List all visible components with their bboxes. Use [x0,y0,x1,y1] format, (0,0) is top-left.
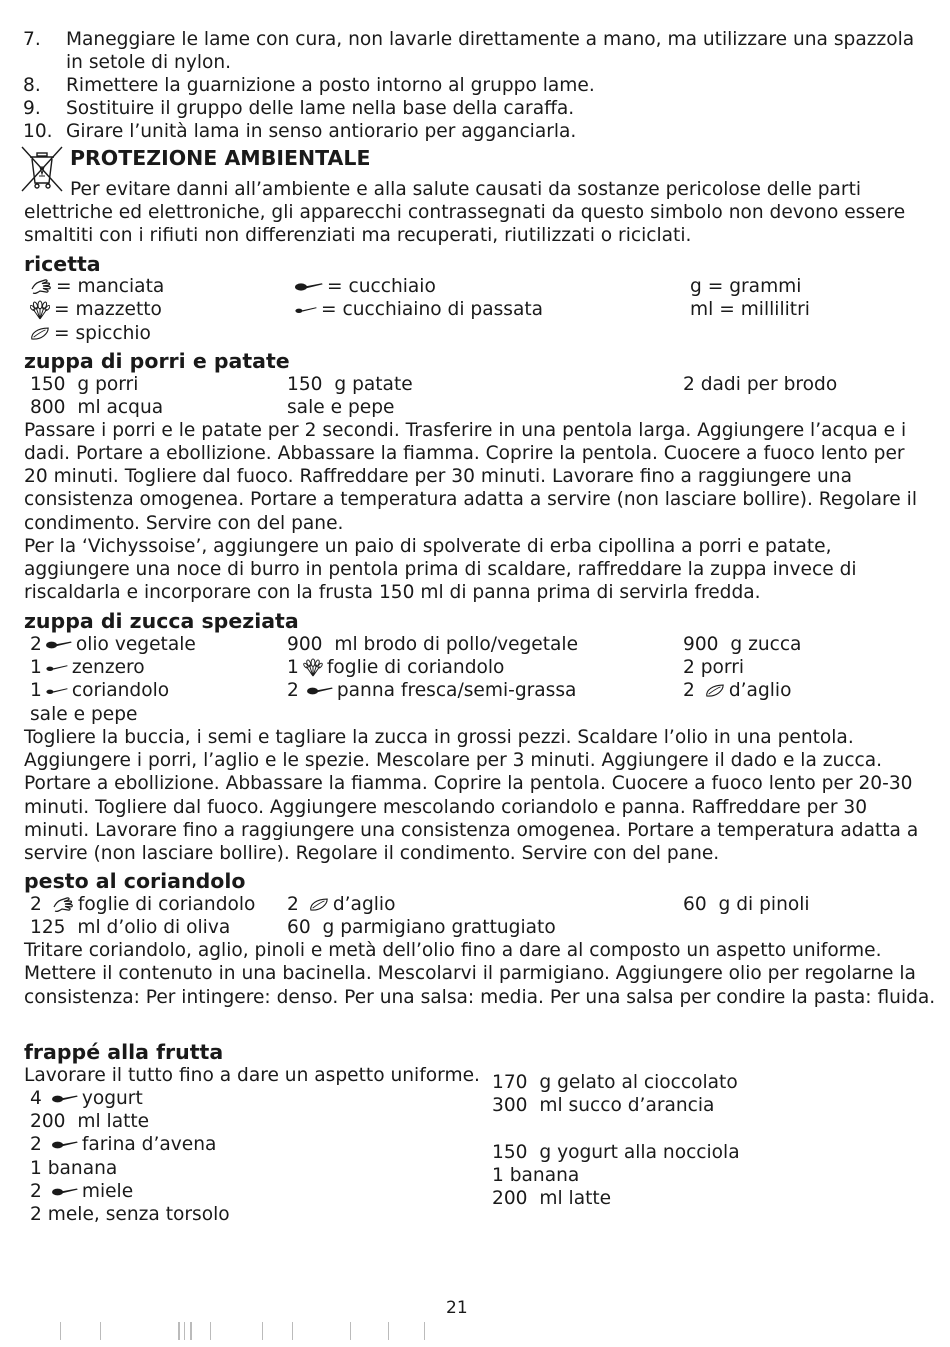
step-text: Maneggiare le lame con cura, non lavarle direttamente a mano, ma utilizzare una spazzola [66,29,915,50]
text-fragment: 200 [492,1188,528,1209]
text-fragment: 2 [683,680,695,701]
legend-spoon [295,275,436,298]
text-fragment: 1 [30,680,42,701]
step-number: 8. [23,75,41,96]
weee-bin-icon [18,145,66,193]
ingredient [683,679,791,702]
ingredient: sale e pepe [30,704,138,725]
text-fragment: farina d’avena [81,1134,217,1155]
text-fragment: ml [77,1111,101,1132]
method-text: Portare a ebollizione. Abbassare la fiamma. Coprire la pentola. Cuocere a fuoco lento per 20-30 [24,773,913,794]
text-fragment: 2 [30,894,42,915]
step-text: Sostituire il gruppo delle lame nella base della caraffa. [66,98,575,119]
ingredient [30,656,145,679]
text-fragment: d’aglio [728,680,792,701]
text-fragment: 2 [30,1134,42,1155]
text-fragment: ml [334,634,358,655]
text-fragment: patate [352,374,413,395]
step-text: in setole di nylon. [66,52,232,73]
step-number: 9. [23,98,41,119]
method-text: servire (non lasciare bollire). Regolare il condimento. Servire con del pane. [24,843,720,864]
ingredient [30,1087,143,1110]
text-fragment: 170 [492,1072,528,1093]
text-fragment: = manciata [56,276,165,297]
text-fragment: = cucchiaio [327,276,436,297]
text-fragment: 1 [287,657,299,678]
ingredient [287,373,413,396]
text-fragment: g [730,634,743,655]
text-fragment: 125 [30,917,66,938]
ingredient: 2 mele, senza torsolo [30,1204,230,1225]
text-fragment: 60 [287,917,311,938]
gram-symbol: g [690,276,702,297]
legend-handful [30,275,164,298]
method-text: Togliere la buccia, i semi e tagliare la zucca in grossi pezzi. Scaldare l’olio in una pentola. [24,727,854,748]
text-fragment: foglie di coriandolo [326,657,505,678]
method-text: Passare i porri e le patate per 2 secondi. Trasferire in una pentola larga. Aggiungere l’acqua e i [24,420,907,441]
text-fragment: zenzero [71,657,145,678]
teaspoon-icon [46,663,68,673]
text-fragment: d’aglio [332,894,396,915]
method-text: Aggiungere i porri, l’aglio e le spezie. Mescolare per 3 minuti. Aggiungere il dado e la zucca. [24,750,883,771]
env-text: smaltiti con i rifiuti non differenziati ma recuperati, riutilizzati o riciclati. [24,225,692,246]
tablespoon-icon [295,282,323,292]
method-text: Per la ‘Vichyssoise’, aggiungere un paio di spolverate di erba cipollina a porri e patate, [24,536,832,557]
clove-icon [309,897,329,912]
tablespoon-icon [52,1140,78,1150]
text-fragment: 2 [287,680,299,701]
text-fragment: 150 [30,374,66,395]
text-fragment: brodo di pollo/vegetale [363,634,579,655]
ml-symbol: ml [690,299,714,320]
env-text: elettriche ed elettroniche, gli apparecchi contrassegnati da questo simbolo non devono essere [24,202,906,223]
text-fragment: 2 [30,634,42,655]
recipe-title: frappé alla frutta [24,1040,224,1064]
text-fragment: miele [81,1181,134,1202]
tablespoon-icon [52,1094,78,1104]
legend-teaspoon [295,298,543,321]
text-fragment: 300 [492,1095,528,1116]
text-fragment: porri [95,374,139,395]
step-text: Rimettere la guarnizione a posto intorno al gruppo lame. [66,75,595,96]
text-fragment: g [334,374,347,395]
legend-bunch [30,298,162,321]
method-text: dadi. Portare a ebollizione. Abbassare la fiamma. Coprire la pentola. Cuocere a fuoco lento per [24,443,905,464]
text-fragment: coriandolo [71,680,170,701]
text-fragment: 2 [30,1181,42,1202]
text-fragment: d’olio di oliva [106,917,231,938]
method-text: minuti. Togliere dal fuoco. Aggiungere mescolando coriandolo e panna. Raffreddare per 30 [24,797,868,818]
text-fragment: yogurt [81,1088,143,1109]
text-fragment: 60 [683,894,707,915]
method-text: 20 minuti. Togliere dal fuoco. Raffreddare per 30 minuti. Lavorare fino a raggiungere una [24,466,852,487]
legend-grams [690,275,801,298]
step-number: 7. [23,29,41,50]
teaspoon-icon [295,305,317,315]
ingredient [30,1110,149,1133]
step-number: 10. [23,121,53,142]
bunch-icon [30,300,50,320]
ingredient [492,1094,714,1117]
clove-icon [705,683,725,698]
legend-clove [30,322,151,345]
ingredient: 1 banana [30,1158,118,1179]
ingredient [30,1180,133,1203]
text-fragment: olio vegetale [75,634,196,655]
teaspoon-icon [46,686,68,696]
ingredient [683,633,801,656]
method-text: Tritare coriandolo, aglio, pinoli e metà dell’olio fino a dare al composto un aspetto uniforme. [24,940,882,961]
tablespoon-icon [307,686,333,696]
step-text: Girare l’unità lama in senso antiorario per agganciarla. [66,121,577,142]
text-fragment: g [718,894,731,915]
ingredient [30,679,169,702]
text-fragment: 900 [287,634,323,655]
text-fragment: panna fresca/semi-grassa [336,680,577,701]
text-fragment: g [322,917,335,938]
text-fragment: g [539,1072,552,1093]
text-fragment: g [77,374,90,395]
ingredient [30,633,196,656]
ingredient [30,1133,216,1156]
text-fragment: = grammi [707,276,802,297]
ingredient [30,396,163,419]
ingredient [287,916,556,939]
text-fragment: gelato al cioccolato [557,1072,738,1093]
text-fragment: latte [568,1188,612,1209]
ingredient [30,916,230,939]
recipe-title: pesto al coriandolo [24,869,246,893]
env-text: Per evitare danni all’ambiente e alla salute causati da sostanze pericolose delle parti [70,179,862,200]
text-fragment: = spicchio [54,323,151,344]
method-text: condimento. Servire con del pane. [24,513,344,534]
ingredient [30,893,255,916]
method-text: Lavorare il tutto fino a dare un aspetto uniforme. [24,1065,480,1086]
ingredient: 2 dadi per brodo [683,374,838,395]
text-fragment: 900 [683,634,719,655]
bunch-icon [303,658,323,677]
ingredient [30,373,138,396]
ingredient [492,1071,738,1094]
method-text: Mettere il contenuto in una bacinella. Mescolarvi il parmigiano. Aggiungere olio per regolarne la [24,963,916,984]
clove-icon [30,326,50,341]
recipe-title: zuppa di zucca speziata [24,609,299,633]
ingredient [492,1141,740,1164]
tablespoon-icon [52,1187,78,1197]
text-fragment: yogurt alla nocciola [557,1142,740,1163]
handful-icon [52,895,74,915]
text-fragment: 200 [30,1111,66,1132]
tablespoon-icon [46,640,72,650]
text-fragment: ml [539,1095,563,1116]
text-fragment: 1 [30,657,42,678]
method-text: riscaldarla e incorporare con la frusta 150 ml di panna prima di servirla fredda. [24,582,761,603]
ingredient: sale e pepe [287,397,395,418]
text-fragment: acqua [106,397,164,418]
method-text: consistenza: Per intingere: denso. Per una salsa: media. Per una salsa per condire la pasta: fluida. [24,987,936,1008]
text-fragment: foglie di coriandolo [77,894,256,915]
method-text: consistenza omogenea. Portare a temperatura adatta a servire (non lasciare bollire). Regolare il [24,489,917,510]
text-fragment: = cucchiaino di passata [321,299,544,320]
text-fragment: 2 [287,894,299,915]
text-fragment: = millilitri [719,299,810,320]
ingredient [287,893,395,916]
recipe-title: zuppa di porri e patate [24,349,290,373]
text-fragment: 150 [492,1142,528,1163]
page-number: 21 [446,1298,468,1318]
text-fragment: ml [539,1188,563,1209]
method-text: aggiungere una noce di burro in pentola prima di scaldare, raffreddare la zuppa invece di [24,559,857,580]
text-fragment: di pinoli [736,894,810,915]
ingredient: 2 porri [683,657,745,678]
text-fragment: zucca [748,634,802,655]
legend-ml [690,298,810,321]
text-fragment: ml [77,917,101,938]
legend-title: ricetta [24,252,101,276]
text-fragment: 4 [30,1088,42,1109]
ingredient [287,633,578,656]
text-fragment: succo d’arancia [568,1095,715,1116]
method-text: minuti. Lavorare fino a raggiungere una consistenza omogenea. Portare a temperatura adatta a [24,820,919,841]
text-fragment: latte [106,1111,150,1132]
env-title: PROTEZIONE AMBIENTALE [70,146,371,170]
text-fragment: parmigiano grattugiato [340,917,556,938]
ingredient [492,1187,611,1210]
text-fragment: 800 [30,397,66,418]
text-fragment: ml [77,397,101,418]
ingredient [287,679,576,702]
ingredient: 1 banana [492,1165,580,1186]
text-fragment: g [539,1142,552,1163]
text-fragment: = mazzetto [54,299,162,320]
text-fragment: 150 [287,374,323,395]
ingredient [287,656,504,679]
handful-icon [30,277,52,297]
ingredient [683,893,810,916]
